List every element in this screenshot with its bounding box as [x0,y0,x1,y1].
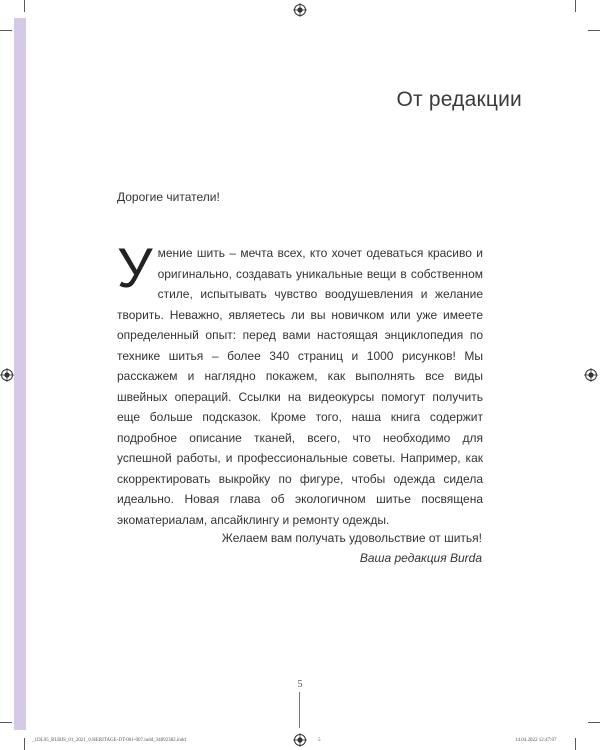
body-section [117,236,483,530]
slug-timestamp: 14.04.2022 12:47:07 [515,738,557,743]
crop-mark-top-right [575,0,576,12]
slug-page: 5 [318,738,321,743]
crop-mark-bottom-left [24,738,25,750]
page-number-rule [299,692,300,728]
registration-mark-icon [293,3,307,17]
crop-mark-bottom-right [575,738,576,750]
crop-mark-top-left [24,0,25,12]
registration-mark-icon [0,368,14,382]
greeting: Дорогие читатели! [117,190,220,204]
slug-file-info: _1DL05_RUBIS_01_2021_0.HERITAGE-DT-001-007.indd_34892382.indd [32,738,186,743]
accent-band [14,18,26,730]
drop-cap: У [117,236,153,299]
registration-mark-icon [584,368,598,382]
page-title: От редакции [396,88,522,111]
page-number: 5 [297,679,303,690]
crop-mark-top-left-h [0,30,12,31]
body-paragraph: мение шить – мечта всех, кто хочет одеваться красиво и оригинально, создавать уникальные вещи в собственном стиле, испытывать чувство воодушевления и желание творить. Неважно, являетесь ли вы новичком или уже имеете определенный опыт: перед вами настоящая энциклопедия по технике шитья – более 340 страниц и 1000 рисунков! Мы расскажем и наглядно покажем, как выполнять все виды швейных операций. Ссылки на видеокурсы помогут получить еще больше подсказок. Кроме того, наша книга содержит подробное описание тканей, всего, что необходимо для успешной работы, и профессиональные советы. Например, как скорректировать выкройку по фигуре, чтобы одежда сидела идеально. Новая глава об экологичном шитье посвящена экоматериалам, апсайклингу и ремонту одежды. [117,246,483,527]
crop-mark-top-right-h [588,30,600,31]
crop-mark-bottom-right-h [588,722,600,723]
closing-wish: Желаем вам получать удовольствие от шитья! [221,531,482,545]
crop-mark-bottom-left-h [0,722,12,723]
registration-mark-icon [293,733,307,747]
signature: Ваша редакция Burda [359,551,482,565]
